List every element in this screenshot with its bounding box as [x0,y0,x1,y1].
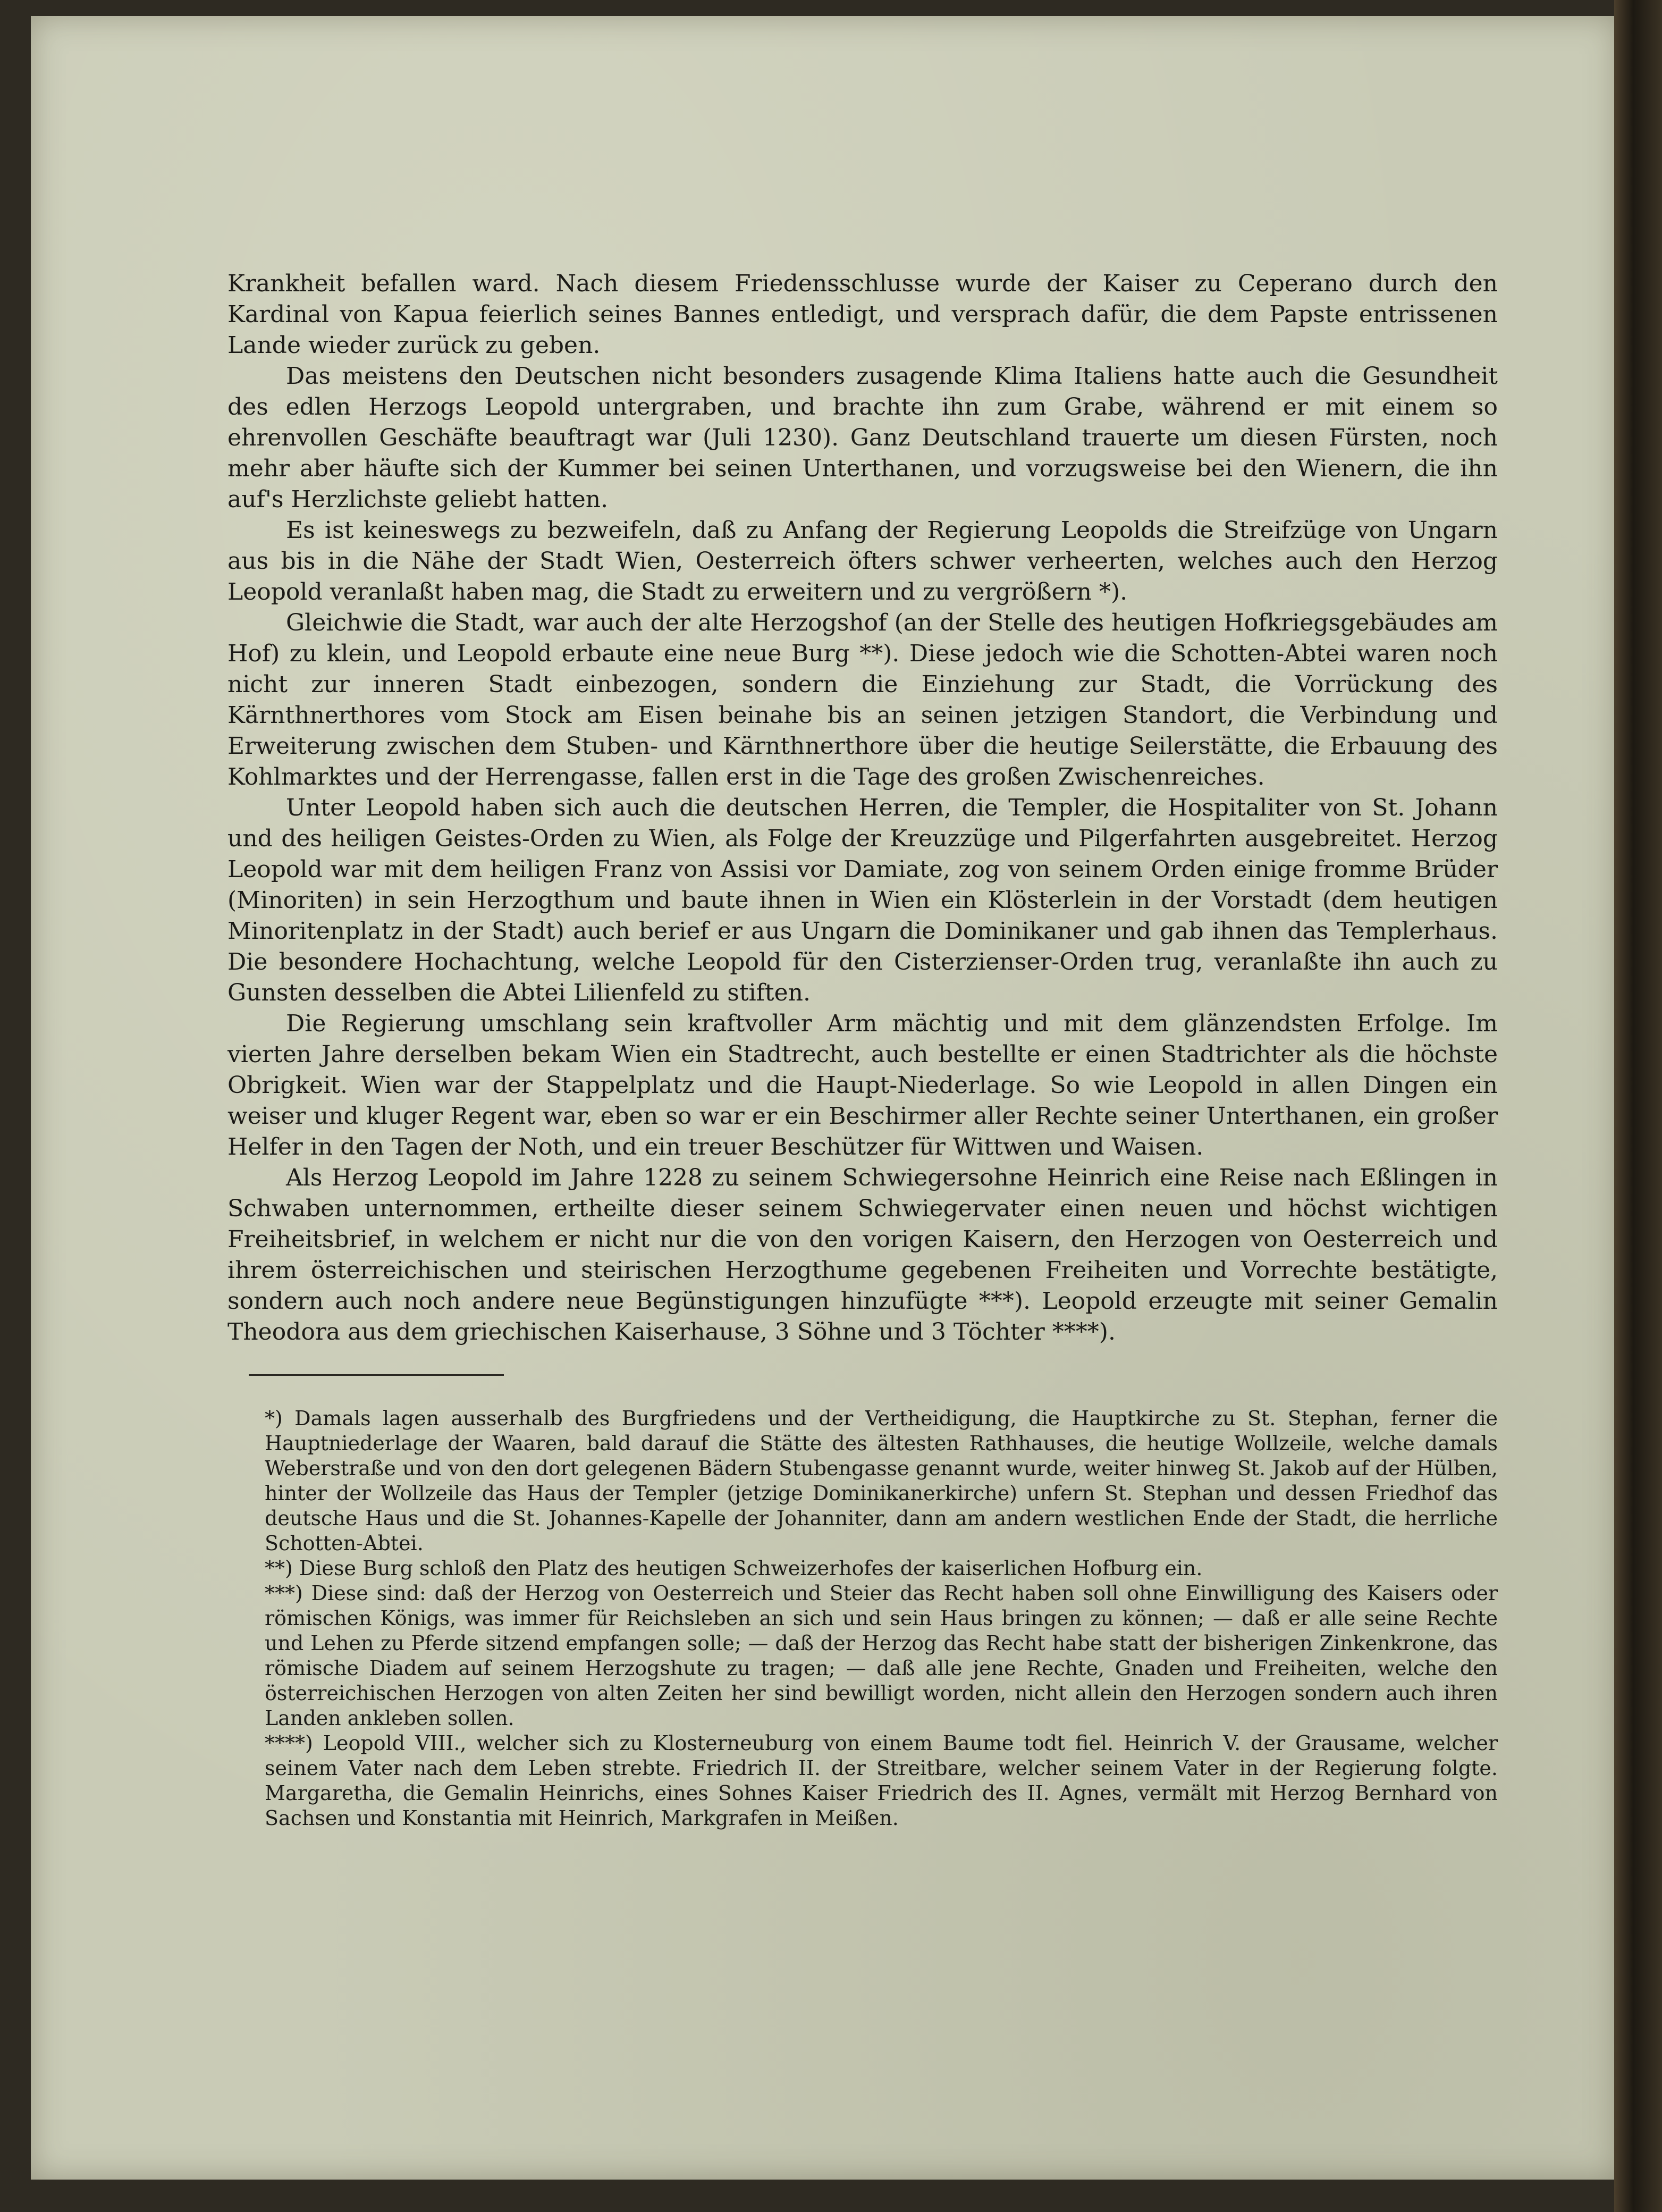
paragraph-1: Krankheit befallen ward. Nach diesem Friedensschlusse wurde der Kaiser zu Ceperano durch den Kardinal von Kapua feierlich seines Bannes entledigt, und versprach dafür, die dem Papste entrissenen Lande wieder zurück zu geben. [227,270,1498,359]
footnotes [265,1406,1498,1831]
paragraph-2: Das meistens den Deutschen nicht besonders zusagende Klima Italiens hatte auch die Gesundheit des edlen Herzogs Leopold untergraben, und brachte ihn zum Grabe, während er mit einem so ehrenvollen Geschäfte beauftragt war (Juli 1230). Ganz Deutschland trauerte um diesen Fürsten, noch mehr aber häufte sich der Kummer bei seinen Unterthanen, und vorzugsweise bei den Wienern, die ihn auf's Herzlichste geliebt hatten. [227,363,1498,513]
footnote-divider [249,1374,504,1376]
footnote-1: *) Damals lagen ausserhalb des Burgfriedens und der Vertheidigung, die Hauptkirche zu St. Stephan, ferner die Hauptniederlage der Waaren, bald darauf die Stätte des ältesten Rathhauses, die heutige Wollzeile, welche damals Weberstraße und von den dort gelegenen Bädern Stubengasse genannt wurde, weiter hinweg St. Jakob auf der Hülben, hinter der Wollzeile das Haus der Templer (jetzige Dominikanerkirche) unfern St. Stephan und dessen Friedhof das deutsche Haus und die St. Johannes-Kapelle der Johanniter, dann am andern westlichen Ende der Stadt, die herrliche Schotten-Abtei. [265,1407,1498,1555]
paragraph-3: Es ist keineswegs zu bezweifeln, daß zu Anfang der Regierung Leopolds die Streifzüge von Ungarn aus bis in die Nähe der Stadt Wien, Oesterreich öfters schwer verheerten, welches auch den Herzog Leopold veranlaßt haben mag, die Stadt zu erweitern und zu vergrößern *). [227,517,1498,605]
paragraph-6: Die Regierung umschlang sein kraftvoller Arm mächtig und mit dem glänzendsten Erfolge. Im vierten Jahre derselben bekam Wien ein Stadtrecht, auch bestellte er einen Stadtrichter als die höchste Obrigkeit. Wien war der Stappelplatz und die Haupt-Niederlage. So wie Leopold in allen Dingen ein weiser und kluger Regent war, eben so war er ein Beschirmer aller Rechte seiner Unterthanen, ein großer Helfer in den Tagen der Noth, und ein treuer Beschützer für Wittwen und Waisen. [227,1010,1498,1160]
book-binding-edge [1614,0,1662,2212]
footnote-2: **) Diese Burg schloß den Platz des heutigen Schweizerhofes der kaiserlichen Hofburg ein. [265,1557,1203,1580]
paragraph-5: Unter Leopold haben sich auch die deutschen Herren, die Templer, die Hospitaliter von St. Johann und des heiligen Geistes-Orden zu Wien, als Folge der Kreuzzüge und Pilgerfahrten ausgebreitet. Herzog Leopold war mit dem heiligen Franz von Assisi vor Damiate, zog von seinem Orden einige fromme Brüder (Minoriten) in sein Herzogthum und baute ihnen in Wien ein Klösterlein in der Vorstadt (dem heutigen Minoritenplatz in der Stadt) auch berief er aus Ungarn die Dominikaner und gab ihnen das Templerhaus. Die besondere Hochachtung, welche Leopold für den Cisterzienser-Orden trug, veranlaßte ihn auch zu Gunsten desselben die Abtei Lilienfeld zu stiften. [227,794,1498,1006]
paragraph-7: Als Herzog Leopold im Jahre 1228 zu seinem Schwiegersohne Heinrich eine Reise nach Eßlingen in Schwaben unternommen, ertheilte dieser seinem Schwiegervater einen neuen und höchst wichtigen Freiheitsbrief, in welchem er nicht nur die von den vorigen Kaisern, den Herzogen von Oesterreich und ihrem österreichischen und steirischen Herzogthume gegebenen Freiheiten und Vorrechte bestätigte, sondern auch noch andere neue Begünstigungen hinzufügte ***). Leopold erzeugte mit seiner Gemalin Theodora aus dem griechischen Kaiserhause, 3 Söhne und 3 Töchter ****). [227,1164,1498,1345]
document-page [31,16,1617,2180]
footnote-4: ****) Leopold VIII., welcher sich zu Klosterneuburg von einem Baume todt fiel. Heinrich V. der Grausame, welcher seinem Vater nach dem Leben strebte. Friedrich II. der Streitbare, welcher seinem Vater in der Regierung folgte. Margaretha, die Gemalin Heinrichs, eines Sohnes Kaiser Friedrich des II. Agnes, vermält mit Herzog Bernhard von Sachsen und Konstantia mit Heinrich, Markgrafen in Meißen. [265,1731,1498,1830]
paragraph-4: Gleichwie die Stadt, war auch der alte Herzogshof (an der Stelle des heutigen Hofkriegsgebäudes am Hof) zu klein, und Leopold erbaute eine neue Burg **). Diese jedoch wie die Schotten-Abtei waren noch nicht zur inneren Stadt einbezogen, sondern die Einziehung zur Stadt, die Vorrückung des Kärnthnerthores vom Stock am Eisen beinahe bis an seinen jetzigen Standort, die Verbindung und Erweiterung zwischen dem Stuben- und Kärnthnerthore über die heutige Seilerstätte, die Erbauung des Kohlmarktes und der Herrengasse, fallen erst in die Tage des großen Zwischenreiches. [227,609,1498,790]
footnote-3: ***) Diese sind: daß der Herzog von Oesterreich und Steier das Recht haben soll ohne Einwilligung des Kaisers oder römischen Königs, was immer für Reichsleben an sich und sein Haus bringen zu können; — daß er alle seine Rechte und Lehen zu Pferde sitzend empfangen solle; — daß der Herzog das Recht habe statt der bisherigen Zinkenkrone, das römische Diadem auf seinem Herzogshute zu tragen; — daß alle jene Rechte, Gnaden und Freiheiten, welche den österreichischen Herzogen von alten Zeiten her sind bewilligt worden, nicht allein den Herzogen sondern auch ihren Landen ankleben sollen. [265,1582,1498,1730]
main-text [227,268,1498,1348]
